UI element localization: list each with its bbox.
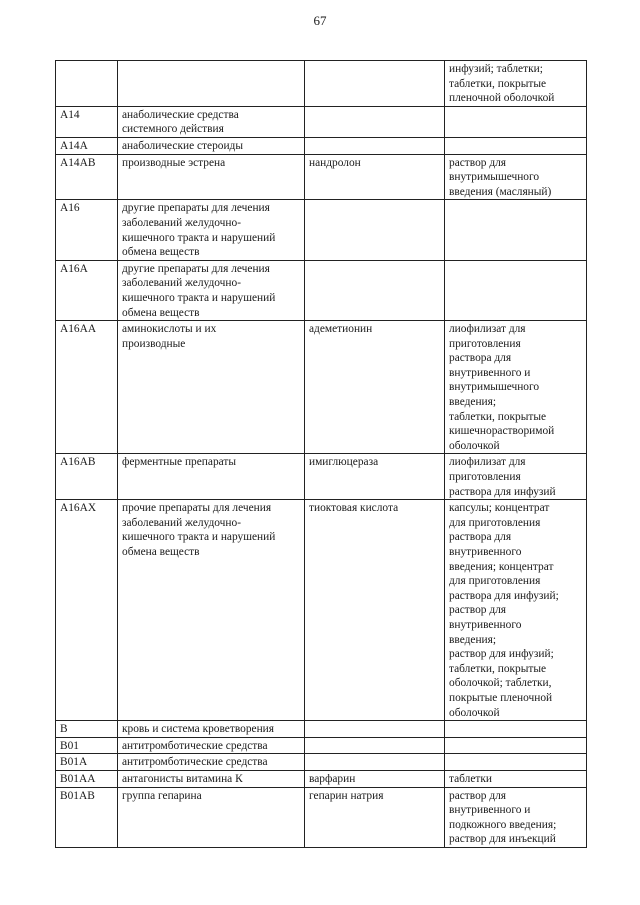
drug-name-cell: имиглюцераза <box>305 454 445 500</box>
group-name-cell: анаболические средства системного действия <box>118 106 305 137</box>
drug-name-cell <box>305 737 445 754</box>
group-name-cell: аминокислоты и их производные <box>118 321 305 454</box>
table-row <box>56 106 587 137</box>
atc-code-cell: B <box>56 721 118 738</box>
group-name-cell: антитромботические средства <box>118 754 305 771</box>
drug-name-cell <box>305 137 445 154</box>
atc-code-cell: A14 <box>56 106 118 137</box>
atc-code-cell: A16A <box>56 260 118 320</box>
drug-name-cell <box>305 260 445 320</box>
drug-name-cell: гепарин натрия <box>305 787 445 847</box>
drug-name-cell <box>305 200 445 260</box>
dosage-form-cell: лиофилизат для приготовления раствора для внутривенного и внутримышечного введения; таблетки, покрытые кишечнорастворимой оболочкой <box>445 321 587 454</box>
dosage-form-cell <box>445 737 587 754</box>
drug-name-cell <box>305 61 445 107</box>
dosage-form-cell <box>445 137 587 154</box>
atc-code-cell: A16AX <box>56 500 118 721</box>
dosage-form-cell <box>445 260 587 320</box>
drug-name-cell <box>305 754 445 771</box>
table-row <box>56 770 587 787</box>
group-name-cell: антитромботические средства <box>118 737 305 754</box>
dosage-form-cell: таблетки <box>445 770 587 787</box>
dosage-form-cell: раствор для внутривенного и подкожного введения; раствор для инъекций <box>445 787 587 847</box>
table-row <box>56 454 587 500</box>
group-name-cell: группа гепарина <box>118 787 305 847</box>
group-name-cell: прочие препараты для лечения заболеваний желудочно- кишечного тракта и нарушений обмена веществ <box>118 500 305 721</box>
drug-name-cell: варфарин <box>305 770 445 787</box>
drug-name-cell: нандролон <box>305 154 445 200</box>
atc-code-cell: B01A <box>56 754 118 771</box>
atc-code-cell: A16 <box>56 200 118 260</box>
atc-code-cell: B01 <box>56 737 118 754</box>
dosage-form-cell <box>445 754 587 771</box>
table-body <box>56 61 587 848</box>
atc-code-cell: B01AB <box>56 787 118 847</box>
drug-name-cell: тиоктовая кислота <box>305 500 445 721</box>
group-name-cell: другие препараты для лечения заболеваний желудочно- кишечного тракта и нарушений обмена веществ <box>118 200 305 260</box>
table-row <box>56 200 587 260</box>
atc-code-cell <box>56 61 118 107</box>
group-name-cell: ферментные препараты <box>118 454 305 500</box>
group-name-cell: другие препараты для лечения заболеваний желудочно- кишечного тракта и нарушений обмена веществ <box>118 260 305 320</box>
atc-code-cell: A14A <box>56 137 118 154</box>
table-row <box>56 721 587 738</box>
table-row <box>56 787 587 847</box>
group-name-cell: антагонисты витамина К <box>118 770 305 787</box>
table-row <box>56 321 587 454</box>
atc-code-cell: A16AA <box>56 321 118 454</box>
dosage-form-cell <box>445 106 587 137</box>
table-row <box>56 737 587 754</box>
dosage-form-cell: лиофилизат для приготовления раствора для инфузий <box>445 454 587 500</box>
group-name-cell: анаболические стероиды <box>118 137 305 154</box>
drug-name-cell <box>305 106 445 137</box>
atc-code-cell: A14AB <box>56 154 118 200</box>
group-name-cell: производные эстрена <box>118 154 305 200</box>
drug-name-cell: адеметионин <box>305 321 445 454</box>
table-row <box>56 500 587 721</box>
dosage-form-cell <box>445 721 587 738</box>
table-row <box>56 154 587 200</box>
page-number: 67 <box>313 13 327 28</box>
drug-name-cell <box>305 721 445 738</box>
group-name-cell: кровь и система кроветворения <box>118 721 305 738</box>
table-row <box>56 61 587 107</box>
atc-code-cell: A16AB <box>56 454 118 500</box>
table-row <box>56 754 587 771</box>
dosage-form-cell: раствор для внутримышечного введения (масляный) <box>445 154 587 200</box>
table-row <box>56 137 587 154</box>
drug-classification-table <box>55 60 587 848</box>
group-name-cell <box>118 61 305 107</box>
atc-code-cell: B01AA <box>56 770 118 787</box>
table-row <box>56 260 587 320</box>
dosage-form-cell: инфузий; таблетки; таблетки, покрытые пленочной оболочкой <box>445 61 587 107</box>
dosage-form-cell <box>445 200 587 260</box>
dosage-form-cell: капсулы; концентрат для приготовления раствора для внутривенного введения; концентрат для приготовления раствора для инфузий; раствор для внутривенного введения; раствор для инфузий; таблетки, покрытые оболочкой; таблетки, покрытые пленочной оболочкой <box>445 500 587 721</box>
